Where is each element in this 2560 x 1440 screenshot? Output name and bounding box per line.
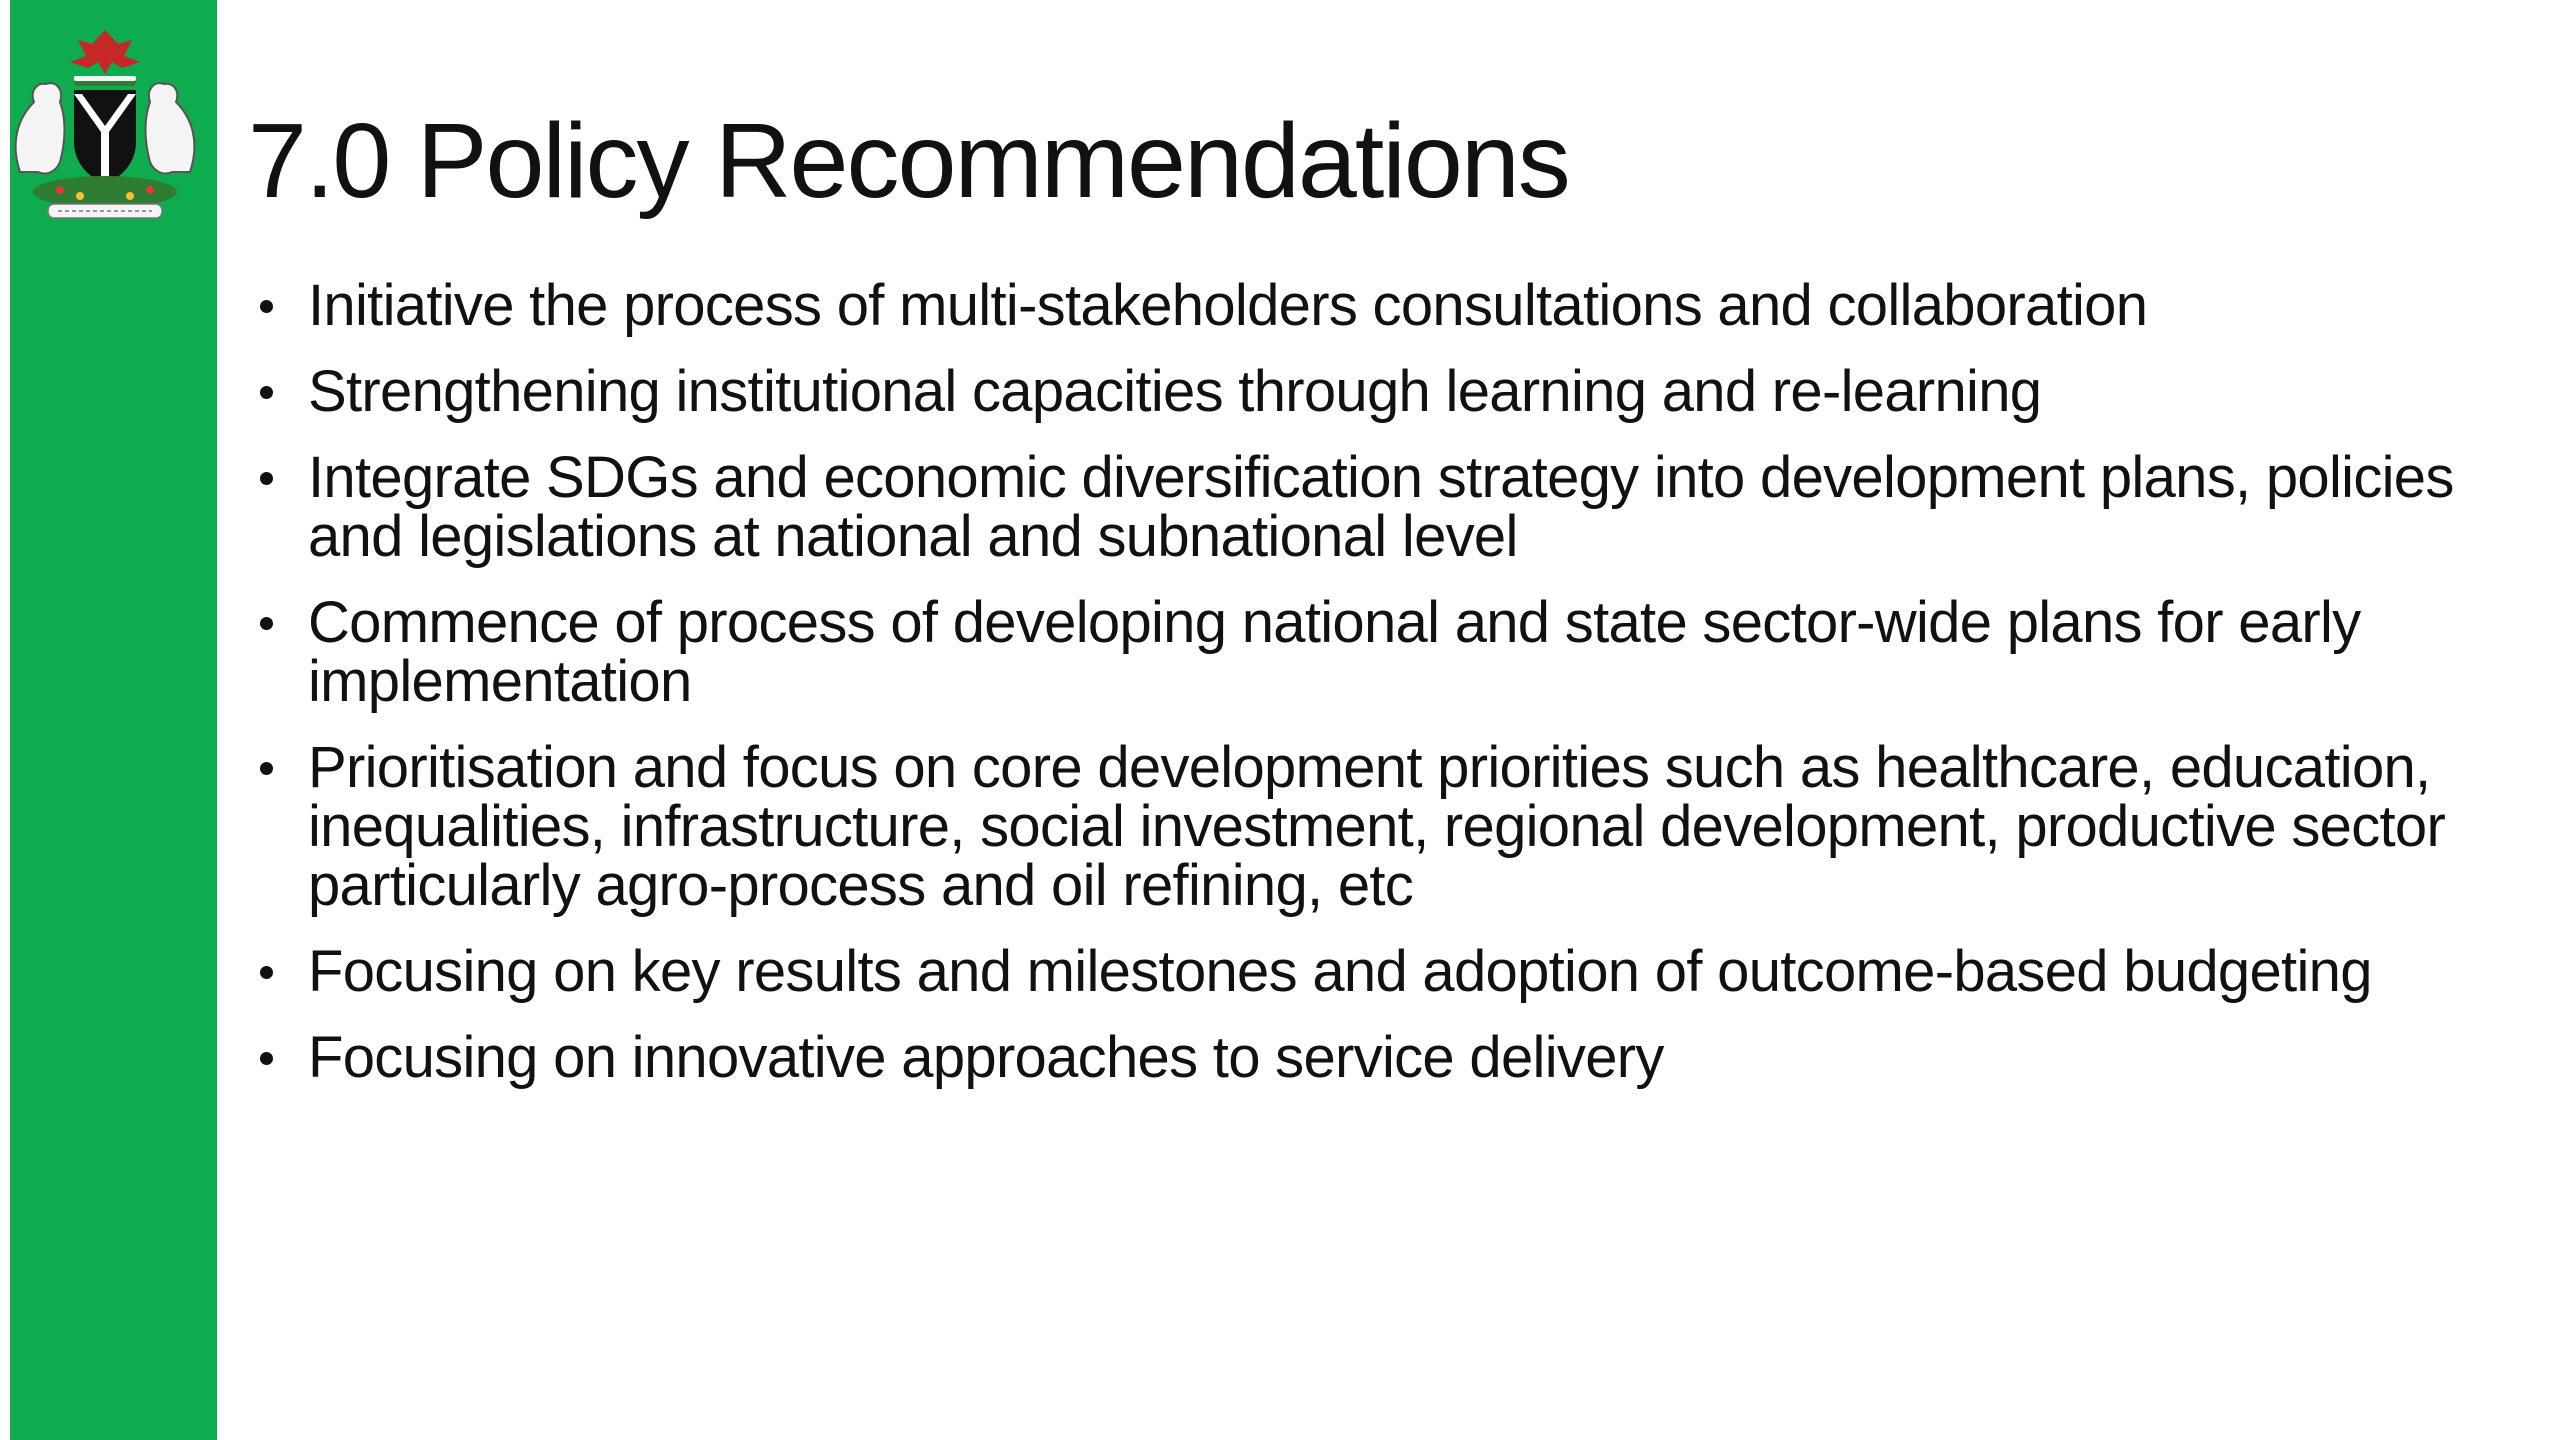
list-item-text: Focusing on innovative approaches to service delivery	[308, 1025, 1664, 1090]
bullet-dot-icon	[260, 762, 273, 775]
bullet-dot-icon	[260, 617, 273, 630]
list-item-text: Strengthening institutional capacities through learning and re-learning	[308, 359, 2042, 424]
list-item	[252, 273, 2502, 338]
list-item	[252, 735, 2502, 918]
list-item-text: Prioritisation and focus on core development priorities such as healthcare, education, inequalities, infrastructure, social investment, regional development, productive sector particularly agro-process and oil refining, etc	[308, 735, 2446, 918]
list-item-text: Initiative the process of multi-stakeholders consultations and collaboration	[308, 273, 2148, 338]
bullet-dot-icon	[260, 472, 273, 485]
recommendation-list	[252, 273, 2502, 1114]
list-item-text: Integrate SDGs and economic diversification strategy into development plans, policies and legislations at national and subnational level	[308, 445, 2454, 569]
list-item	[252, 590, 2502, 714]
slide-title: 7.0 Policy Recommendations	[248, 102, 1569, 220]
list-item	[252, 939, 2502, 1004]
list-item	[252, 445, 2502, 569]
bullet-dot-icon	[260, 1052, 273, 1065]
bullet-dot-icon	[260, 300, 273, 313]
bullet-dot-icon	[260, 386, 273, 399]
list-item-text: Commence of process of developing national and state sector-wide plans for early implementation	[308, 590, 2361, 714]
list-item-text: Focusing on key results and milestones and adoption of outcome-based budgeting	[308, 939, 2372, 1004]
list-item	[252, 1025, 2502, 1090]
list-item	[252, 359, 2502, 424]
bullet-dot-icon	[260, 966, 273, 979]
nigeria-coat-of-arms-icon	[0, 22, 210, 222]
